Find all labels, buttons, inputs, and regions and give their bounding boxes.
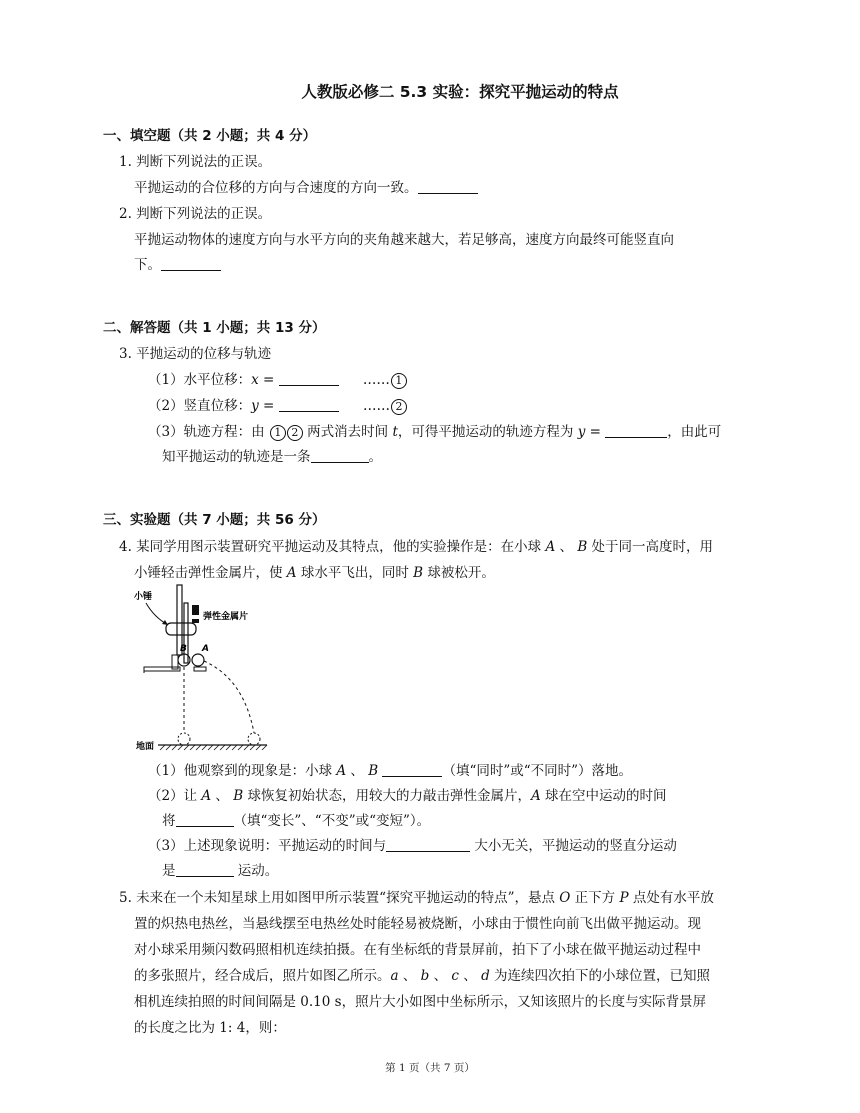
answer-blank[interactable] — [176, 812, 234, 827]
question-3-part-2: （2）竖直位移：y = …… 2 — [148, 396, 407, 416]
question-3-part-3-line2: 知平抛运动的轨迹是一条 。 — [162, 449, 382, 465]
answer-blank[interactable] — [386, 837, 470, 852]
answer-blank[interactable] — [176, 862, 234, 877]
answer-blank[interactable] — [279, 371, 339, 386]
answer-blank[interactable] — [279, 397, 339, 412]
question-2-statement-line1: 平抛运动物体的速度方向与水平方向的夹角越来越大，若足够高，速度方向最终可能竖直向 — [134, 232, 674, 248]
circled-number-1-icon: 1 — [391, 373, 407, 389]
section-heading-fill-in: 一、填空题（共 2 小题；共 4 分） — [103, 128, 317, 144]
spring-metal-icon — [192, 605, 199, 615]
label-hammer: 小锤 — [134, 592, 153, 602]
section-heading-answer: 二、解答题（共 1 小题；共 13 分） — [103, 320, 326, 336]
label-ground: 地面 — [136, 742, 155, 752]
hammer-icon — [166, 623, 196, 635]
parabolic-trajectory — [204, 661, 254, 733]
section-heading-experiment: 三、实验题（共 7 小题；共 56 分） — [103, 512, 326, 528]
question-1-statement: 平抛运动的合位移的方向与合速度的方向一致。 — [134, 178, 478, 198]
label-spring: 弹性金属片 — [203, 612, 249, 622]
question-4-part-2-line2: 将 （填“变长”、“不变”或“变短”）。 — [162, 813, 431, 829]
answer-blank[interactable] — [418, 179, 478, 194]
question-2-stem: 2. 判断下列说法的正误。 — [119, 206, 272, 222]
question-5-line4: 的多张照片，经合成后，照片如图乙所示。a 、 b 、 c 、 d 为连续四次拍下的小球位置，已知照 — [134, 968, 711, 984]
question-1-stem: 1. 判断下列说法的正误。 — [119, 154, 272, 170]
question-5-line5: 相机连续拍照的时间间隔是 0.10 s，照片大小如图中坐标所示，又知该照片的长度与实际背景屏 — [134, 994, 707, 1010]
circled-number-2-icon: 2 — [391, 399, 407, 415]
question-5-line2: 置的炽热电热丝，当悬线摆至电热丝处时能轻易被烧断，小球由于惯性向前飞出做平抛运动。现 — [134, 916, 701, 932]
question-2-statement-line2: 下。 — [134, 255, 221, 275]
arrow-head-icon — [162, 620, 168, 625]
question-3-stem: 3. 平抛运动的位移与轨迹 — [119, 346, 272, 362]
apparatus-diagram — [132, 583, 282, 755]
question-3-part-3-line1: （3）轨迹方程：由 1 2 两式消去时间 t，可得平抛运动的轨迹方程为 y = ，由此可 — [148, 424, 722, 440]
question-4-part-2-line1: （2）让 A 、 B 球恢复初始状态，用较大的力敲击弹性金属片，A 球在空中运动的时间 — [148, 788, 667, 804]
answer-blank[interactable] — [605, 423, 667, 438]
ground-hatch — [160, 745, 267, 750]
question-4-part-3-line1: （3）上述现象说明：平抛运动的时间与 大小无关，平抛运动的竖直分运动 — [148, 838, 677, 854]
answer-blank[interactable] — [311, 448, 369, 463]
question-4-stem-line2: 小锤轻击弹性金属片，使 A 球水平飞出，同时 B 球被松开。 — [134, 565, 495, 581]
question-4-part-3-line2: 是 运动。 — [162, 863, 279, 879]
question-4-stem-line1: 4. 某同学用图示装置研究平抛运动及其特点，他的实验操作是：在小球 A 、 B 处于同一高度时，用 — [119, 539, 714, 555]
question-3-part-1: （1）水平位移：x = …… 1 — [148, 370, 407, 390]
answer-blank[interactable] — [382, 762, 442, 777]
question-4-part-1: （1）他观察到的现象是：小球 A 、 B （填“同时”或“不同时”）落地。 — [148, 763, 633, 779]
question-5-line1: 5. 未来在一个未知星球上用如图甲所示装置“探究平抛运动的特点”，悬点 O 正下方 P 点处有水平放 — [119, 890, 714, 906]
label-b: B — [180, 644, 187, 654]
ball-a-icon — [192, 654, 204, 666]
answer-blank[interactable] — [161, 256, 221, 271]
page-title: 人教版必修二 5.3 实验：探究平抛运动的特点 — [301, 83, 619, 101]
question-5-line3: 对小球采用频闪数码照相机连续拍摄。在有坐标纸的背景屏前，拍下了小球在做平抛运动过程中 — [134, 942, 701, 958]
label-a: A — [202, 644, 209, 654]
circled-number-2-icon: 2 — [287, 425, 303, 441]
question-5-line6: 的长度之比为 1: 4，则： — [134, 1020, 286, 1036]
page-footer: 第 1 页（共 7 页） — [385, 1062, 475, 1074]
circled-number-1-icon: 1 — [270, 425, 286, 441]
